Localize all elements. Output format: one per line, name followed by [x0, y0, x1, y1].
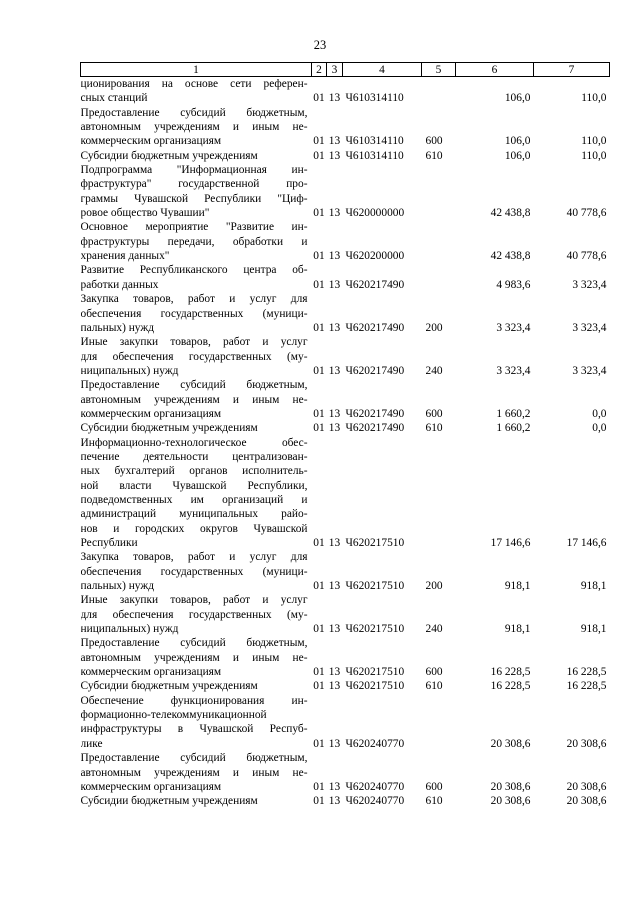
- table-row: [81, 378, 610, 421]
- row-name-line: ровое общество Чувашии": [80, 207, 210, 220]
- table-body: [81, 77, 610, 809]
- row-name-line: ной власти Чувашской Республики,: [80, 479, 308, 492]
- amount-year-2: 3 323,4: [572, 364, 607, 377]
- row-name: [81, 378, 312, 421]
- row-name-line: автономным учреждениям и иным не-: [80, 121, 308, 134]
- row-name: [81, 149, 312, 163]
- row-name-line: коммерческим организациям: [80, 780, 222, 793]
- row-name: [81, 794, 312, 808]
- subsection-code: 13: [328, 623, 341, 636]
- row-name-line: Развитие Республиканского центра об-: [80, 264, 308, 277]
- subsection-code: 13: [328, 92, 341, 105]
- section-code: 01: [313, 666, 325, 679]
- row-name-line: лике: [80, 737, 103, 750]
- amount-year-1: 20 308,6: [490, 780, 531, 793]
- amount-year-1: 918,1: [504, 580, 531, 593]
- row-name-line: пальных) нужд: [80, 321, 155, 334]
- table-row: [81, 220, 610, 263]
- table-row: [81, 292, 610, 335]
- row-name: [81, 421, 312, 435]
- subsection-code: 13: [328, 422, 341, 435]
- table-row: [81, 751, 610, 794]
- table-row: [81, 694, 610, 751]
- section-code: 01: [313, 207, 325, 220]
- row-name-line: коммерческим организациям: [80, 666, 222, 679]
- row-name-line: Закупка товаров, работ и услуг для: [80, 551, 308, 564]
- row-name-line: автономным учреждениям и иным не-: [80, 766, 308, 779]
- table-header: [81, 63, 610, 77]
- amount-year-1: 106,0: [504, 135, 531, 148]
- header-col-7: 7: [534, 63, 610, 77]
- row-name-line: нов и городских округов Чувашской: [80, 522, 308, 535]
- amount-year-1: 17 146,6: [490, 537, 531, 549]
- amount-year-2: 3 323,4: [572, 321, 607, 334]
- table-row: [81, 263, 610, 292]
- target-article-code: Ч620000000: [345, 207, 405, 220]
- section-code: 01: [313, 422, 325, 435]
- section-code: 01: [313, 278, 325, 291]
- table-row: [81, 679, 610, 693]
- subsection-code: 13: [328, 407, 341, 420]
- header-row: [81, 63, 610, 77]
- row-name-line: ниципальных) нужд: [80, 364, 179, 377]
- target-article-code: Ч620240770: [345, 795, 405, 808]
- header-col-3: 3: [327, 63, 343, 77]
- row-name-line: Субсидии бюджетным учреждениям: [80, 149, 258, 162]
- section-code: 01: [313, 737, 325, 750]
- subsection-code: 13: [328, 207, 341, 220]
- amount-year-2: 16 228,5: [566, 666, 607, 679]
- subsection-code: 13: [328, 250, 341, 263]
- amount-year-1: 918,1: [504, 623, 531, 636]
- row-name: [81, 436, 312, 551]
- row-name-line: инфраструктуры в Чувашской Респуб-: [80, 723, 308, 736]
- row-name-line: коммерческим организациям: [80, 407, 222, 420]
- row-name-line: ционирования на основе сети референ-: [80, 78, 308, 90]
- row-name-line: Предоставление субсидий бюджетным,: [80, 379, 308, 392]
- expense-type-code: [422, 694, 456, 751]
- row-name: [81, 593, 312, 636]
- subsection-code: 13: [328, 680, 341, 693]
- table-row: [81, 106, 610, 149]
- amount-year-1: 1 660,2: [496, 422, 531, 435]
- expense-type-code: 600: [425, 407, 443, 420]
- table-row: [81, 593, 610, 636]
- row-name-line: автономным учреждениям и иным не-: [80, 651, 308, 664]
- section-code: 01: [313, 149, 325, 162]
- expense-type-code: [422, 263, 456, 292]
- row-name-line: Обеспечение функционирования ин-: [80, 694, 308, 707]
- row-name-line: подведомственных им организаций и: [80, 493, 308, 506]
- amount-year-2: 110,0: [581, 149, 607, 162]
- row-name-line: ных бухгалтерий органов исполнитель-: [80, 465, 308, 478]
- expense-type-code: 600: [425, 135, 443, 148]
- section-code: 01: [313, 780, 325, 793]
- amount-year-2: 110,0: [581, 135, 607, 148]
- section-code: 01: [313, 580, 325, 593]
- target-article-code: Ч620217510: [345, 537, 405, 549]
- row-name-line: администраций муниципальных райо-: [80, 508, 308, 521]
- row-name: [81, 335, 312, 378]
- amount-year-1: 3 323,4: [496, 321, 531, 334]
- row-name-line: фраструктура" государственной про-: [80, 178, 308, 191]
- row-name-line: Основное мероприятие "Развитие ин-: [80, 221, 308, 234]
- row-name-line: хранения данных": [80, 250, 170, 263]
- expense-type-code: 610: [425, 149, 443, 162]
- expense-type-code: [422, 163, 456, 220]
- expense-type-code: 610: [425, 680, 443, 693]
- row-name: [81, 77, 312, 106]
- row-name-line: печение деятельности централизован-: [80, 450, 308, 463]
- header-col-2: 2: [312, 63, 327, 77]
- target-article-code: Ч620217490: [345, 364, 405, 377]
- expense-type-code: 200: [425, 580, 443, 593]
- row-name-line: Закупка товаров, работ и услуг для: [80, 293, 308, 306]
- section-code: 01: [313, 623, 325, 636]
- target-article-code: Ч620200000: [345, 250, 405, 263]
- section-code: 01: [313, 537, 325, 549]
- subsection-code: 13: [328, 580, 341, 593]
- row-name-line: работки данных: [80, 278, 159, 291]
- row-name-line: ниципальных) нужд: [80, 623, 179, 636]
- target-article-code: Ч620217490: [345, 278, 405, 291]
- target-article-code: Ч620217510: [345, 680, 405, 693]
- amount-year-1: 42 438,8: [490, 207, 531, 220]
- table-row: [81, 550, 610, 593]
- amount-year-2: 0,0: [592, 422, 607, 435]
- subsection-code: 13: [328, 666, 341, 679]
- row-name-line: Иные закупки товаров, работ и услуг: [80, 594, 308, 607]
- table-row: [81, 163, 610, 220]
- table-row: [81, 636, 610, 679]
- target-article-code: Ч620217510: [345, 580, 405, 593]
- amount-year-2: 20 308,6: [566, 780, 607, 793]
- table-row: [81, 149, 610, 163]
- row-name-line: Предоставление субсидий бюджетным,: [80, 752, 308, 765]
- amount-year-2: 40 778,6: [566, 207, 607, 220]
- amount-year-2: 17 146,6: [566, 537, 607, 549]
- expense-type-code: 610: [425, 795, 443, 808]
- amount-year-1: 20 308,6: [490, 737, 531, 750]
- row-name-line: фраструктуры передачи, обработки и: [80, 235, 308, 248]
- amount-year-1: 42 438,8: [490, 250, 531, 263]
- row-name: [81, 751, 312, 794]
- expense-type-code: 240: [425, 364, 443, 377]
- row-name-line: автономным учреждениям и иным не-: [80, 393, 308, 406]
- header-col-6: 6: [456, 63, 534, 77]
- subsection-code: 13: [328, 149, 341, 162]
- amount-year-2: 20 308,6: [566, 737, 607, 750]
- row-name-line: Предоставление субсидий бюджетным,: [80, 106, 308, 119]
- table-row: [81, 77, 610, 106]
- amount-year-2: 20 308,6: [566, 795, 607, 808]
- amount-year-1: 16 228,5: [490, 680, 531, 693]
- target-article-code: Ч610314110: [345, 92, 404, 105]
- table-row: [81, 335, 610, 378]
- target-article-code: Ч610314110: [345, 135, 404, 148]
- expense-type-code: 600: [425, 780, 443, 793]
- row-name: [81, 163, 312, 220]
- subsection-code: 13: [328, 321, 341, 334]
- amount-year-2: 3 323,4: [572, 278, 607, 291]
- row-name: [81, 694, 312, 751]
- row-name: [81, 263, 312, 292]
- row-name-line: для обеспечения государственных (му-: [80, 350, 308, 363]
- subsection-code: 13: [328, 135, 341, 148]
- header-col-4: 4: [343, 63, 422, 77]
- row-name-line: Подпрограмма "Информационная ин-: [80, 164, 308, 177]
- expense-type-code: [422, 77, 456, 106]
- section-code: 01: [313, 364, 325, 377]
- amount-year-2: 40 778,6: [566, 250, 607, 263]
- amount-year-2: 110,0: [581, 92, 607, 105]
- section-code: 01: [313, 407, 325, 420]
- expense-type-code: [422, 220, 456, 263]
- expense-type-code: 600: [425, 666, 443, 679]
- row-name: [81, 106, 312, 149]
- target-article-code: Ч620240770: [345, 737, 405, 750]
- row-name: [81, 220, 312, 263]
- row-name: [81, 679, 312, 693]
- subsection-code: 13: [328, 795, 341, 808]
- row-name: [81, 550, 312, 593]
- target-article-code: Ч620217510: [345, 623, 405, 636]
- amount-year-2: 0,0: [592, 407, 607, 420]
- section-code: 01: [313, 92, 325, 105]
- row-name-line: Иные закупки товаров, работ и услуг: [80, 336, 308, 349]
- row-name-line: Субсидии бюджетным учреждениям: [80, 795, 258, 808]
- page-number: 23: [313, 38, 327, 52]
- budget-table: [80, 62, 610, 809]
- amount-year-1: 20 308,6: [490, 795, 531, 808]
- amount-year-2: 918,1: [580, 580, 607, 593]
- expense-type-code: 610: [425, 422, 443, 435]
- table-row: [81, 794, 610, 808]
- amount-year-2: 918,1: [580, 623, 607, 636]
- row-name-line: граммы Чувашской Республики "Циф-: [80, 192, 308, 205]
- subsection-code: 13: [328, 364, 341, 377]
- row-name: [81, 292, 312, 335]
- target-article-code: Ч610314110: [345, 149, 404, 162]
- row-name-line: Информационно-технологическое обес-: [80, 436, 308, 449]
- row-name: [81, 636, 312, 679]
- row-name-line: обеспечения государственных (муници-: [80, 565, 308, 578]
- subsection-code: 13: [328, 278, 341, 291]
- amount-year-2: 16 228,5: [566, 680, 607, 693]
- expense-type-code: 240: [425, 623, 443, 636]
- section-code: 01: [313, 795, 325, 808]
- row-name-line: Субсидии бюджетным учреждениям: [80, 680, 258, 693]
- header-col-1: 1: [81, 63, 312, 77]
- table-row: [81, 436, 610, 551]
- amount-year-1: 1 660,2: [496, 407, 531, 420]
- subsection-code: 13: [328, 780, 341, 793]
- amount-year-1: 16 228,5: [490, 666, 531, 679]
- row-name-line: пальных) нужд: [80, 580, 155, 593]
- row-name-line: Субсидии бюджетным учреждениям: [80, 422, 258, 435]
- subsection-code: 13: [328, 737, 341, 750]
- amount-year-1: 106,0: [504, 92, 531, 105]
- target-article-code: Ч620217490: [345, 422, 405, 435]
- section-code: 01: [313, 321, 325, 334]
- expense-type-code: 200: [425, 321, 443, 334]
- row-name-line: для обеспечения государственных (му-: [80, 608, 308, 621]
- amount-year-1: 106,0: [504, 149, 531, 162]
- row-name-line: обеспечения государственных (муници-: [80, 307, 308, 320]
- expense-type-code: [422, 436, 456, 551]
- section-code: 01: [313, 250, 325, 263]
- row-name-line: формационно-телекоммуникационной: [80, 709, 267, 722]
- amount-year-1: 3 323,4: [496, 364, 531, 377]
- header-col-5: 5: [422, 63, 456, 77]
- row-name-line: сных станций: [80, 92, 148, 105]
- section-code: 01: [313, 680, 325, 693]
- target-article-code: Ч620217510: [345, 666, 405, 679]
- section-code: 01: [313, 135, 325, 148]
- row-name-line: Республики: [80, 537, 138, 549]
- row-name-line: Предоставление субсидий бюджетным,: [80, 637, 308, 650]
- target-article-code: Ч620217490: [345, 407, 405, 420]
- target-article-code: Ч620240770: [345, 780, 405, 793]
- row-name-line: коммерческим организациям: [80, 135, 222, 148]
- amount-year-1: 4 983,6: [496, 278, 531, 291]
- table-row: [81, 421, 610, 435]
- subsection-code: 13: [328, 537, 341, 549]
- target-article-code: Ч620217490: [345, 321, 405, 334]
